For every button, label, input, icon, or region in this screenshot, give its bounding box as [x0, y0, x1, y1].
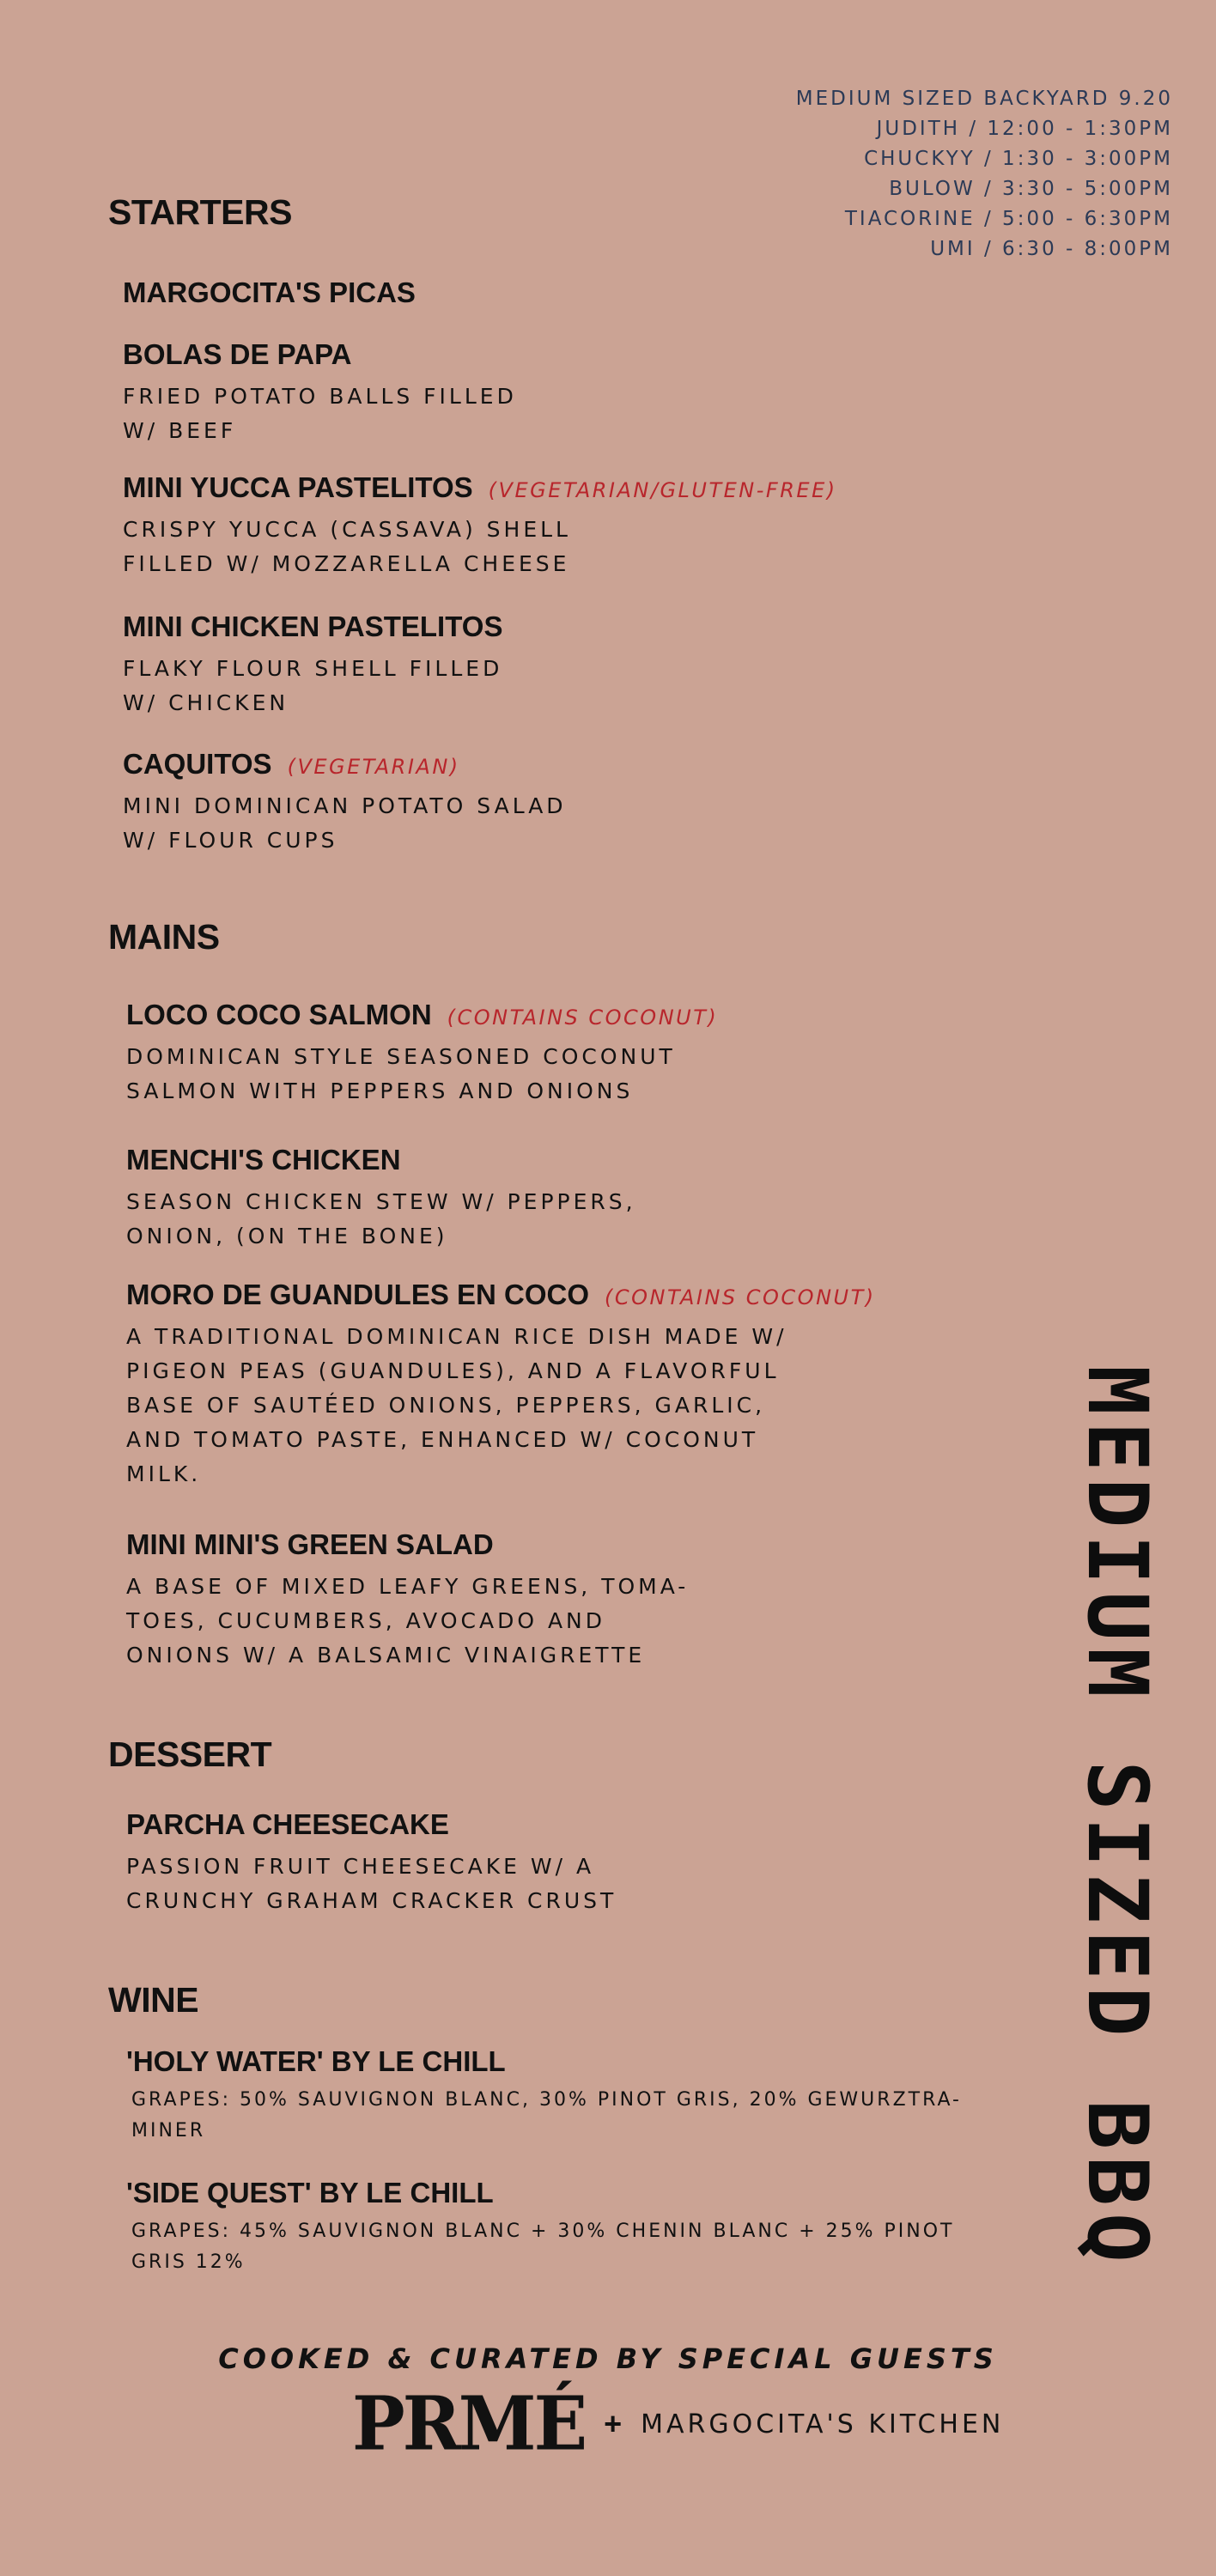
- schedule-line: UMI / 6:30 - 8:00PM: [930, 238, 1173, 260]
- item-name: MARGOCITA'S PICAS: [123, 276, 416, 308]
- item-description: CRISPY YUCCA (CASSAVA) SHELL FILLED W/ MOZZARELLA CHEESE: [123, 517, 571, 576]
- item-description: GRAPES: 50% SAUVIGNON BLANC, 30% PINOT GRIS, 20% GEWURZTRA- MINER: [131, 2089, 962, 2142]
- schedule-line: TIACORINE / 5:00 - 6:30PM: [844, 208, 1173, 230]
- item-description: MINI DOMINICAN POTATO SALAD W/ FLOUR CUPS: [123, 793, 567, 853]
- menu-item: [123, 471, 837, 581]
- event-schedule: [796, 84, 1173, 264]
- menu-item: [126, 1144, 636, 1254]
- menu-item: [123, 611, 502, 720]
- dietary-note: (CONTAINS COCONUT): [447, 1005, 719, 1030]
- curated-by-text: COOKED & CURATED BY SPECIAL GUESTS: [218, 2342, 998, 2375]
- starters-subtitle: [123, 276, 416, 309]
- item-name: MORO DE GUANDULES EN COCO: [126, 1279, 590, 1310]
- dietary-note: (VEGETARIAN/GLUTEN-FREE): [488, 478, 837, 502]
- menu-item: [126, 1808, 617, 1918]
- item-name: 'SIDE QUEST' BY LE CHILL: [126, 2177, 494, 2208]
- item-description: FLAKY FLOUR SHELL FILLED W/ CHICKEN: [123, 656, 503, 715]
- menu-item: [126, 999, 718, 1109]
- schedule-line: JUDITH / 12:00 - 1:30PM: [876, 118, 1173, 140]
- schedule-line: CHUCKYY / 1:30 - 3:00PM: [864, 148, 1173, 170]
- schedule-line: BULOW / 3:30 - 5:00PM: [889, 178, 1173, 200]
- footer-credits: [352, 2380, 1005, 2468]
- section-title-wine: WINE: [108, 1980, 199, 2020]
- item-description: DOMINICAN STYLE SEASONED COCONUT SALMON WITH PEPPERS AND ONIONS: [126, 1044, 676, 1103]
- item-name: MINI YUCCA PASTELITOS: [123, 471, 473, 503]
- section-title-dessert: DESSERT: [108, 1735, 272, 1774]
- item-name: CAQUITOS: [123, 748, 272, 780]
- plus-sign: +: [604, 2406, 623, 2441]
- prme-logo: PRMÉ: [352, 2380, 586, 2468]
- kitchen-name: MARGOCITA'S KITCHEN: [641, 2409, 1005, 2439]
- item-name: MINI MINI'S GREEN SALAD: [126, 1528, 494, 1560]
- section-title-starters: STARTERS: [108, 192, 292, 232]
- item-description: A TRADITIONAL DOMINICAN RICE DISH MADE W/ PIGEON PEAS (GUANDULES), AND A FLAVORFUL BASE OF SAUTÉED ONIONS, PEPPERS, GARLIC, AND TOMATO PASTE, ENHANCED W/ COCONUT MILK.: [126, 1324, 787, 1486]
- item-name: PARCHA CHEESECAKE: [126, 1808, 449, 1840]
- dietary-note: (VEGETARIAN): [287, 755, 460, 779]
- menu-item: [126, 1528, 689, 1673]
- item-description: FRIED POTATO BALLS FILLED W/ BEEF: [123, 384, 517, 443]
- schedule-line: MEDIUM SIZED BACKYARD 9.20: [795, 88, 1173, 110]
- item-name: MENCHI'S CHICKEN: [126, 1144, 401, 1176]
- item-name: 'HOLY WATER' BY LE CHILL: [126, 2045, 506, 2077]
- item-name: LOCO COCO SALMON: [126, 999, 432, 1030]
- item-description: GRAPES: 45% SAUVIGNON BLANC + 30% CHENIN BLANC + 25% PINOT GRIS 12%: [131, 2221, 955, 2273]
- event-title-vertical: MEDIUM SIZED BBQ: [1069, 1365, 1165, 2269]
- menu-item: [126, 1279, 876, 1492]
- dietary-note: (CONTAINS COCONUT): [605, 1285, 876, 1309]
- item-name: BOLAS DE PAPA: [123, 338, 352, 370]
- wine-item: [126, 2177, 955, 2278]
- menu-item: [123, 338, 517, 448]
- item-description: SEASON CHICKEN STEW W/ PEPPERS, ONION, (ON THE BONE): [126, 1189, 636, 1249]
- wine-item: [126, 2045, 962, 2147]
- item-name: MINI CHICKEN PASTELITOS: [123, 611, 503, 642]
- item-description: A BASE OF MIXED LEAFY GREENS, TOMA- TOES, CUCUMBERS, AVOCADO AND ONIONS W/ A BALSAMIC VINAIGRETTE: [126, 1574, 690, 1668]
- item-description: PASSION FRUIT CHEESECAKE W/ A CRUNCHY GRAHAM CRACKER CRUST: [126, 1854, 617, 1913]
- menu-item: [123, 748, 567, 858]
- section-title-mains: MAINS: [108, 917, 220, 957]
